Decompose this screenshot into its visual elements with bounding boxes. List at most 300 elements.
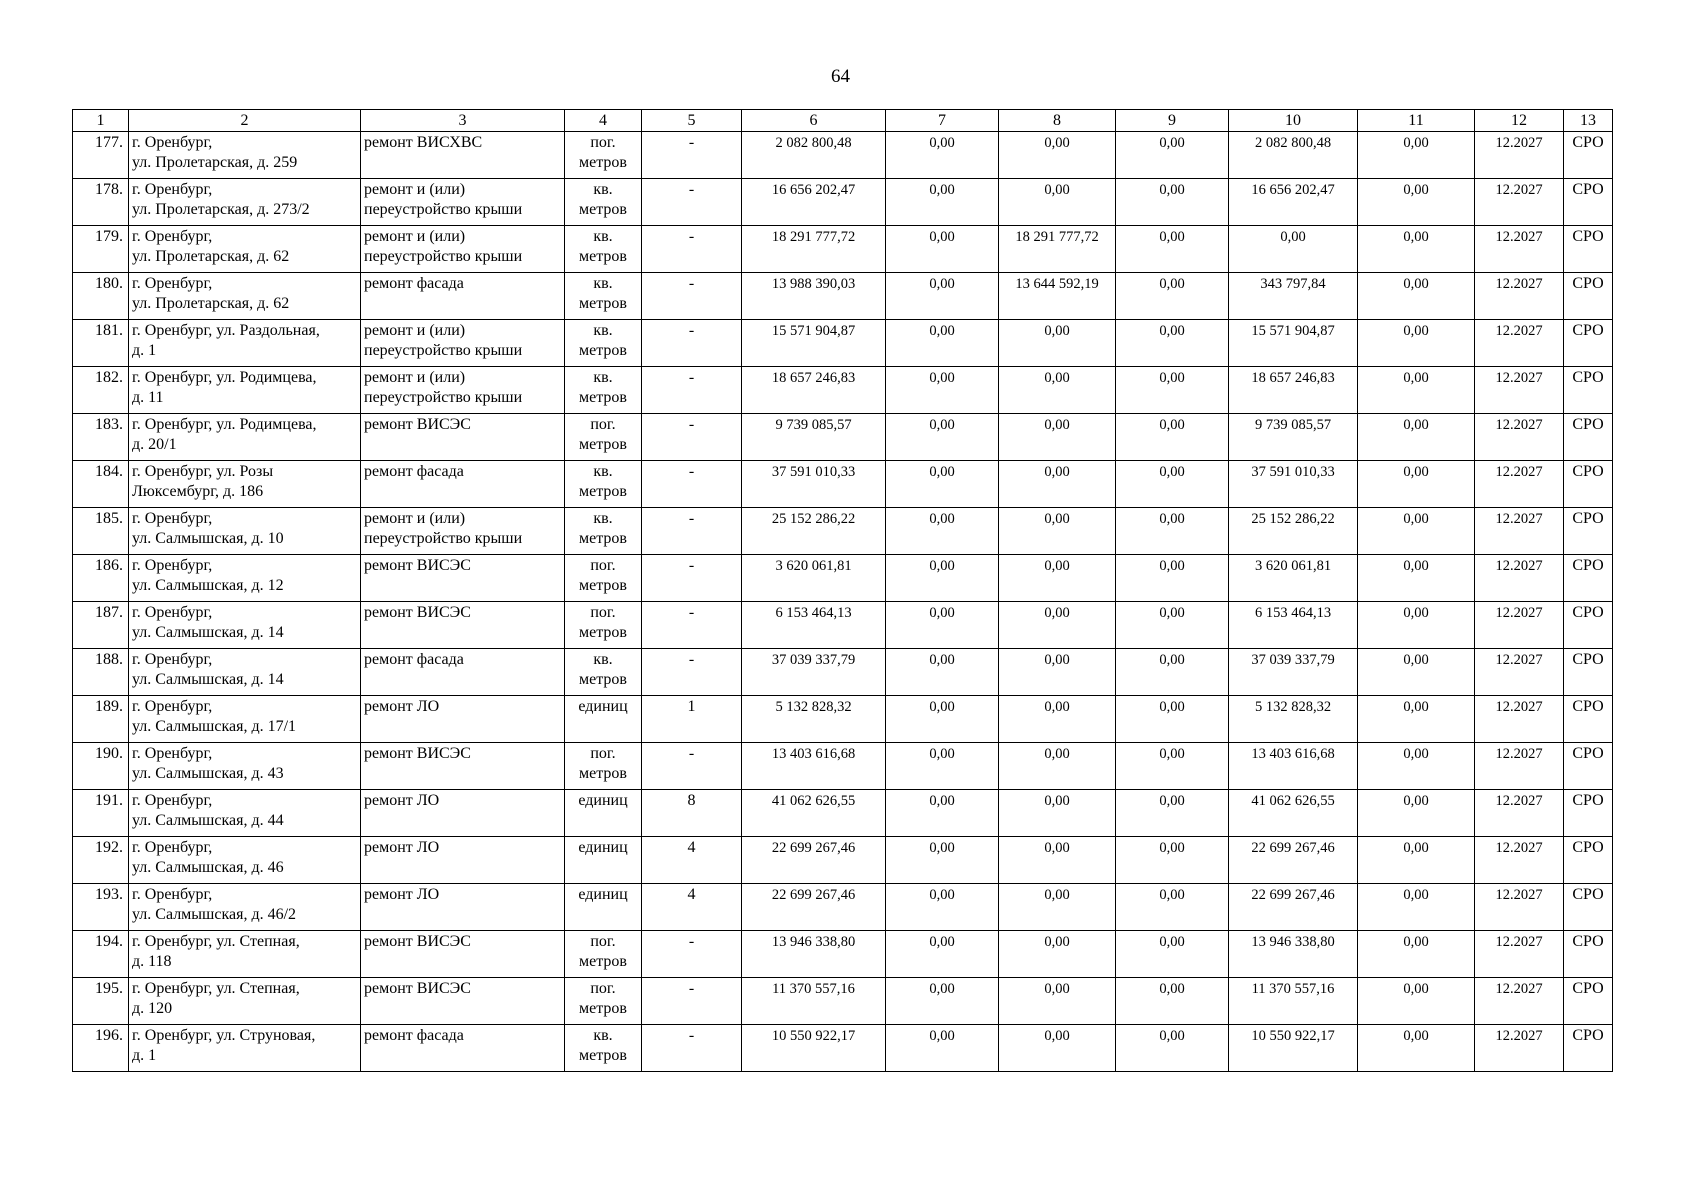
- address-cell-line: ул. Салмышская, д. 44: [132, 812, 284, 829]
- cost-col8-cell-line: 0,00: [1044, 981, 1070, 997]
- cost-col8-cell-line: 0,00: [1044, 840, 1070, 856]
- unit-cell: [565, 367, 642, 414]
- work-type-cell-line: ремонт и (или): [364, 228, 466, 245]
- cost-col7-cell: [886, 226, 999, 273]
- source-cell-line: СРО: [1572, 980, 1604, 997]
- deadline-cell: [1475, 367, 1564, 414]
- unit-cell-line: пог.: [590, 980, 616, 997]
- source-cell: [1564, 414, 1613, 461]
- total-cost-cell: [742, 696, 886, 743]
- unit-cell-line: кв.: [593, 228, 613, 245]
- cost-col10-cell: [1229, 226, 1358, 273]
- total-cost-cell-line: 5 132 828,32: [775, 699, 852, 715]
- cost-col10-cell: [1229, 696, 1358, 743]
- column-number-header: 8: [999, 110, 1116, 132]
- cost-col10-cell: [1229, 837, 1358, 884]
- column-number-header: 10: [1229, 110, 1358, 132]
- source-cell: [1564, 978, 1613, 1025]
- work-type-cell: [361, 179, 565, 226]
- unit-cell-line: единиц: [578, 839, 628, 856]
- deadline-cell-line: 12.2027: [1495, 605, 1543, 621]
- unit-cell-line: метров: [579, 295, 627, 312]
- source-cell: [1564, 461, 1613, 508]
- cost-col9-cell: [1116, 649, 1229, 696]
- cost-col11-cell: [1358, 226, 1475, 273]
- work-type-cell-line: переустройство крыши: [364, 201, 523, 218]
- cost-col11-cell: [1358, 696, 1475, 743]
- work-type-cell-line: ремонт и (или): [364, 322, 466, 339]
- cost-col11-cell-line: 0,00: [1403, 135, 1429, 151]
- row-number-line: 196.: [95, 1027, 123, 1044]
- cost-col7-cell-line: 0,00: [929, 746, 955, 762]
- unit-cell: [565, 790, 642, 837]
- row-number: [73, 414, 129, 461]
- row-number: [73, 696, 129, 743]
- quantity-cell: [642, 414, 742, 461]
- unit-cell-line: кв.: [593, 181, 613, 198]
- cost-col11-cell-line: 0,00: [1403, 887, 1429, 903]
- source-cell-line: СРО: [1572, 792, 1604, 809]
- work-type-cell-line: ремонт ВИСЭС: [364, 604, 471, 621]
- work-type-cell: [361, 555, 565, 602]
- cost-col7-cell-line: 0,00: [929, 934, 955, 950]
- deadline-cell-line: 12.2027: [1495, 135, 1543, 151]
- column-number-header: 9: [1116, 110, 1229, 132]
- cost-col9-cell: [1116, 508, 1229, 555]
- deadline-cell: [1475, 226, 1564, 273]
- table-row: [73, 790, 1613, 837]
- unit-cell: [565, 461, 642, 508]
- unit-cell-line: метров: [579, 953, 627, 970]
- cost-col11-cell: [1358, 602, 1475, 649]
- quantity-cell-line: -: [688, 933, 695, 950]
- quantity-cell-line: -: [688, 510, 695, 527]
- cost-col8-cell-line: 0,00: [1044, 323, 1070, 339]
- address-cell-line: ул. Салмышская, д. 10: [132, 530, 284, 547]
- source-cell: [1564, 602, 1613, 649]
- cost-col9-cell-line: 0,00: [1159, 229, 1185, 245]
- work-type-cell-line: ремонт фасада: [364, 275, 464, 292]
- total-cost-cell: [742, 132, 886, 179]
- address-cell: [129, 132, 361, 179]
- total-cost-cell: [742, 837, 886, 884]
- total-cost-cell-line: 18 291 777,72: [771, 229, 856, 245]
- cost-col11-cell: [1358, 790, 1475, 837]
- cost-col8-cell: [999, 790, 1116, 837]
- address-cell: [129, 367, 361, 414]
- cost-col10-cell: [1229, 132, 1358, 179]
- row-number-line: 185.: [95, 510, 123, 527]
- deadline-cell-line: 12.2027: [1495, 229, 1543, 245]
- source-cell-line: СРО: [1572, 1027, 1604, 1044]
- cost-col11-cell-line: 0,00: [1403, 746, 1429, 762]
- source-cell-line: СРО: [1572, 839, 1604, 856]
- cost-col7-cell-line: 0,00: [929, 323, 955, 339]
- address-cell-line: ул. Салмышская, д. 46/2: [132, 906, 297, 923]
- quantity-cell: [642, 461, 742, 508]
- total-cost-cell-line: 22 699 267,46: [771, 840, 856, 856]
- work-type-cell-line: ремонт и (или): [364, 369, 466, 386]
- cost-col11-cell-line: 0,00: [1403, 558, 1429, 574]
- cost-col11-cell: [1358, 555, 1475, 602]
- work-type-cell: [361, 790, 565, 837]
- unit-cell-line: кв.: [593, 463, 613, 480]
- address-cell: [129, 555, 361, 602]
- unit-cell-line: метров: [579, 577, 627, 594]
- work-type-cell-line: ремонт ЛО: [364, 886, 440, 903]
- cost-col10-cell: [1229, 978, 1358, 1025]
- cost-col8-cell: [999, 461, 1116, 508]
- row-number: [73, 508, 129, 555]
- row-number: [73, 790, 129, 837]
- cost-col8-cell: [999, 602, 1116, 649]
- address-cell-line: д. 118: [132, 953, 172, 970]
- cost-col11-cell-line: 0,00: [1403, 229, 1429, 245]
- cost-col11-cell: [1358, 884, 1475, 931]
- cost-col10-cell-line: 37 591 010,33: [1251, 464, 1335, 480]
- address-cell-line: ул. Салмышская, д. 14: [132, 671, 284, 688]
- address-cell-line: ул. Салмышская, д. 43: [132, 765, 284, 782]
- cost-col7-cell-line: 0,00: [929, 276, 955, 292]
- work-type-cell-line: ремонт и (или): [364, 181, 466, 198]
- address-cell-line: г. Оренбург,: [132, 651, 213, 668]
- cost-col11-cell: [1358, 461, 1475, 508]
- address-cell-line: г. Оренбург,: [132, 228, 213, 245]
- unit-cell-line: метров: [579, 530, 627, 547]
- cost-col10-cell-line: 22 699 267,46: [1251, 887, 1335, 903]
- work-type-cell-line: ремонт ВИСХВС: [364, 134, 483, 151]
- total-cost-cell-line: 22 699 267,46: [771, 887, 856, 903]
- cost-col9-cell: [1116, 273, 1229, 320]
- cost-col9-cell-line: 0,00: [1159, 276, 1185, 292]
- total-cost-cell-line: 13 946 338,80: [771, 934, 856, 950]
- source-cell: [1564, 367, 1613, 414]
- quantity-cell-line: 4: [687, 886, 696, 903]
- cost-col7-cell-line: 0,00: [929, 840, 955, 856]
- column-number-header: 12: [1475, 110, 1564, 132]
- source-cell: [1564, 1025, 1613, 1072]
- cost-col9-cell-line: 0,00: [1159, 605, 1185, 621]
- total-cost-cell: [742, 508, 886, 555]
- quantity-cell: [642, 132, 742, 179]
- cost-col9-cell-line: 0,00: [1159, 511, 1185, 527]
- cost-col9-cell: [1116, 179, 1229, 226]
- cost-col7-cell: [886, 743, 999, 790]
- row-number: [73, 367, 129, 414]
- deadline-cell-line: 12.2027: [1495, 699, 1543, 715]
- cost-col9-cell-line: 0,00: [1159, 699, 1185, 715]
- cost-col9-cell: [1116, 1025, 1229, 1072]
- work-type-cell: [361, 884, 565, 931]
- cost-col8-cell-line: 0,00: [1044, 699, 1070, 715]
- work-type-cell: [361, 132, 565, 179]
- source-cell-line: СРО: [1572, 369, 1604, 386]
- total-cost-cell-line: 10 550 922,17: [771, 1028, 856, 1044]
- source-cell: [1564, 508, 1613, 555]
- row-number-line: 187.: [95, 604, 123, 621]
- cost-col7-cell: [886, 179, 999, 226]
- unit-cell-line: метров: [579, 154, 627, 171]
- unit-cell-line: единиц: [578, 698, 628, 715]
- column-number-header: 4: [565, 110, 642, 132]
- cost-col8-cell-line: 18 291 777,72: [1015, 229, 1099, 245]
- table-body: [73, 110, 1613, 1072]
- deadline-cell: [1475, 320, 1564, 367]
- cost-col10-cell-line: 18 657 246,83: [1251, 370, 1335, 386]
- row-number: [73, 602, 129, 649]
- cost-col11-cell: [1358, 931, 1475, 978]
- cost-col9-cell: [1116, 555, 1229, 602]
- table-row: [73, 555, 1613, 602]
- unit-cell-line: метров: [579, 765, 627, 782]
- row-number: [73, 555, 129, 602]
- source-cell-line: СРО: [1572, 604, 1604, 621]
- cost-col11-cell-line: 0,00: [1403, 464, 1429, 480]
- cost-col8-cell: [999, 1025, 1116, 1072]
- address-cell: [129, 743, 361, 790]
- total-cost-cell-line: 16 656 202,47: [771, 182, 856, 198]
- work-type-cell: [361, 508, 565, 555]
- work-type-cell-line: ремонт ВИСЭС: [364, 980, 471, 997]
- address-cell-line: г. Оренбург,: [132, 792, 213, 809]
- cost-col8-cell-line: 0,00: [1044, 370, 1070, 386]
- cost-col8-cell-line: 0,00: [1044, 464, 1070, 480]
- row-number: [73, 743, 129, 790]
- total-cost-cell: [742, 226, 886, 273]
- deadline-cell: [1475, 837, 1564, 884]
- cost-col11-cell-line: 0,00: [1403, 511, 1429, 527]
- unit-cell-line: пог.: [590, 134, 616, 151]
- cost-col7-cell: [886, 414, 999, 461]
- table-row: [73, 179, 1613, 226]
- unit-cell-line: метров: [579, 436, 627, 453]
- total-cost-cell-line: 11 370 557,16: [772, 981, 855, 997]
- unit-cell: [565, 555, 642, 602]
- cost-col9-cell-line: 0,00: [1159, 840, 1185, 856]
- source-cell-line: СРО: [1572, 510, 1604, 527]
- source-cell: [1564, 273, 1613, 320]
- cost-col7-cell: [886, 508, 999, 555]
- cost-col7-cell: [886, 837, 999, 884]
- table-row: [73, 602, 1613, 649]
- cost-col9-cell: [1116, 696, 1229, 743]
- cost-col11-cell-line: 0,00: [1403, 840, 1429, 856]
- address-cell-line: г. Оренбург, ул. Струновая,: [132, 1027, 316, 1044]
- cost-col10-cell: [1229, 461, 1358, 508]
- address-cell-line: г. Оренбург,: [132, 698, 213, 715]
- deadline-cell-line: 12.2027: [1495, 887, 1543, 903]
- work-type-cell: [361, 649, 565, 696]
- unit-cell-line: метров: [579, 1047, 627, 1064]
- address-cell-line: г. Оренбург, ул. Розы: [132, 463, 274, 480]
- unit-cell-line: метров: [579, 483, 627, 500]
- table-row: [73, 226, 1613, 273]
- total-cost-cell: [742, 414, 886, 461]
- quantity-cell: [642, 743, 742, 790]
- cost-col10-cell-line: 10 550 922,17: [1251, 1028, 1335, 1044]
- work-type-cell: [361, 367, 565, 414]
- table-row: [73, 884, 1613, 931]
- work-type-cell: [361, 461, 565, 508]
- work-type-cell-line: ремонт ВИСЭС: [364, 557, 471, 574]
- total-cost-cell: [742, 931, 886, 978]
- cost-col9-cell-line: 0,00: [1159, 793, 1185, 809]
- unit-cell-line: метров: [579, 624, 627, 641]
- address-cell: [129, 179, 361, 226]
- cost-col11-cell: [1358, 132, 1475, 179]
- quantity-cell: [642, 649, 742, 696]
- source-cell-line: СРО: [1572, 886, 1604, 903]
- table-row: [73, 461, 1613, 508]
- deadline-cell: [1475, 273, 1564, 320]
- cost-col9-cell: [1116, 837, 1229, 884]
- unit-cell-line: кв.: [593, 369, 613, 386]
- column-number-header: 11: [1358, 110, 1475, 132]
- quantity-cell-line: -: [688, 463, 695, 480]
- work-type-cell: [361, 837, 565, 884]
- cost-col9-cell: [1116, 461, 1229, 508]
- unit-cell: [565, 508, 642, 555]
- work-type-cell: [361, 320, 565, 367]
- cost-col9-cell-line: 0,00: [1159, 135, 1185, 151]
- quantity-cell: [642, 837, 742, 884]
- cost-col7-cell: [886, 790, 999, 837]
- quantity-cell-line: -: [688, 322, 695, 339]
- work-type-cell-line: ремонт фасада: [364, 1027, 464, 1044]
- source-cell: [1564, 837, 1613, 884]
- table-row: [73, 320, 1613, 367]
- unit-cell: [565, 931, 642, 978]
- cost-col8-cell-line: 0,00: [1044, 135, 1070, 151]
- table-row: [73, 508, 1613, 555]
- total-cost-cell-line: 25 152 286,22: [771, 511, 856, 527]
- cost-col11-cell: [1358, 837, 1475, 884]
- quantity-cell: [642, 179, 742, 226]
- quantity-cell: [642, 226, 742, 273]
- deadline-cell: [1475, 931, 1564, 978]
- page-number: 64: [831, 66, 850, 87]
- row-number: [73, 978, 129, 1025]
- cost-col10-cell: [1229, 555, 1358, 602]
- quantity-cell: [642, 367, 742, 414]
- cost-col11-cell: [1358, 179, 1475, 226]
- cost-col7-cell-line: 0,00: [929, 1028, 955, 1044]
- table-row: [73, 414, 1613, 461]
- row-number: [73, 273, 129, 320]
- total-cost-cell-line: 15 571 904,87: [771, 323, 856, 339]
- total-cost-cell: [742, 884, 886, 931]
- row-number: [73, 179, 129, 226]
- cost-col9-cell-line: 0,00: [1159, 464, 1185, 480]
- cost-col9-cell: [1116, 414, 1229, 461]
- work-type-cell: [361, 696, 565, 743]
- cost-col10-cell: [1229, 884, 1358, 931]
- unit-cell-line: метров: [579, 1000, 627, 1017]
- row-number-line: 195.: [95, 980, 123, 997]
- cost-col7-cell-line: 0,00: [929, 417, 955, 433]
- table-row: [73, 978, 1613, 1025]
- deadline-cell-line: 12.2027: [1495, 464, 1543, 480]
- cost-col7-cell: [886, 931, 999, 978]
- address-cell-line: д. 11: [132, 389, 164, 406]
- deadline-cell-line: 12.2027: [1495, 182, 1543, 198]
- cost-col7-cell: [886, 884, 999, 931]
- cost-col8-cell-line: 0,00: [1044, 417, 1070, 433]
- cost-col8-cell: [999, 837, 1116, 884]
- unit-cell: [565, 1025, 642, 1072]
- address-cell-line: Люксембург, д. 186: [132, 483, 264, 500]
- row-number-line: 182.: [95, 369, 123, 386]
- cost-col10-cell-line: 15 571 904,87: [1251, 323, 1335, 339]
- address-cell-line: г. Оренбург, ул. Степная,: [132, 933, 300, 950]
- address-cell: [129, 837, 361, 884]
- cost-col8-cell: [999, 649, 1116, 696]
- cost-col11-cell-line: 0,00: [1403, 1028, 1429, 1044]
- unit-cell-line: единиц: [578, 792, 628, 809]
- cost-col10-cell: [1229, 273, 1358, 320]
- column-number-header: 3: [361, 110, 565, 132]
- address-cell-line: ул. Пролетарская, д. 62: [132, 295, 290, 312]
- cost-col10-cell: [1229, 1025, 1358, 1072]
- total-cost-cell-line: 6 153 464,13: [775, 605, 852, 621]
- row-number: [73, 837, 129, 884]
- cost-col7-cell-line: 0,00: [929, 229, 955, 245]
- address-cell-line: г. Оренбург,: [132, 557, 213, 574]
- work-type-cell-line: переустройство крыши: [364, 389, 523, 406]
- cost-col11-cell: [1358, 414, 1475, 461]
- unit-cell-line: метров: [579, 248, 627, 265]
- row-number: [73, 132, 129, 179]
- unit-cell: [565, 226, 642, 273]
- total-cost-cell-line: 13 403 616,68: [771, 746, 856, 762]
- deadline-cell-line: 12.2027: [1495, 417, 1543, 433]
- total-cost-cell: [742, 273, 886, 320]
- total-cost-cell-line: 18 657 246,83: [771, 370, 856, 386]
- source-cell: [1564, 132, 1613, 179]
- cost-col10-cell-line: 9 739 085,57: [1254, 417, 1332, 433]
- table-row: [73, 1025, 1613, 1072]
- unit-cell-line: единиц: [578, 886, 628, 903]
- quantity-cell-line: -: [688, 416, 695, 433]
- source-cell: [1564, 555, 1613, 602]
- cost-col9-cell-line: 0,00: [1159, 417, 1185, 433]
- quantity-cell-line: -: [688, 228, 695, 245]
- cost-col11-cell: [1358, 743, 1475, 790]
- source-cell-line: СРО: [1572, 228, 1604, 245]
- cost-col8-cell: [999, 884, 1116, 931]
- total-cost-cell-line: 2 082 800,48: [775, 135, 852, 151]
- cost-col7-cell: [886, 132, 999, 179]
- address-cell: [129, 1025, 361, 1072]
- total-cost-cell: [742, 978, 886, 1025]
- row-number-line: 180.: [95, 275, 123, 292]
- cost-col11-cell-line: 0,00: [1403, 652, 1429, 668]
- unit-cell-line: пог.: [590, 933, 616, 950]
- total-cost-cell: [742, 743, 886, 790]
- address-cell-line: г. Оренбург,: [132, 134, 213, 151]
- cost-col7-cell: [886, 649, 999, 696]
- cost-col11-cell: [1358, 508, 1475, 555]
- row-number-line: 184.: [95, 463, 123, 480]
- deadline-cell-line: 12.2027: [1495, 1028, 1543, 1044]
- cost-col10-cell-line: 6 153 464,13: [1254, 605, 1332, 621]
- column-number-row: [73, 110, 1613, 132]
- cost-col10-cell-line: 5 132 828,32: [1254, 699, 1332, 715]
- cost-col7-cell-line: 0,00: [929, 605, 955, 621]
- row-number: [73, 461, 129, 508]
- quantity-cell-line: 4: [687, 839, 696, 856]
- cost-col9-cell: [1116, 978, 1229, 1025]
